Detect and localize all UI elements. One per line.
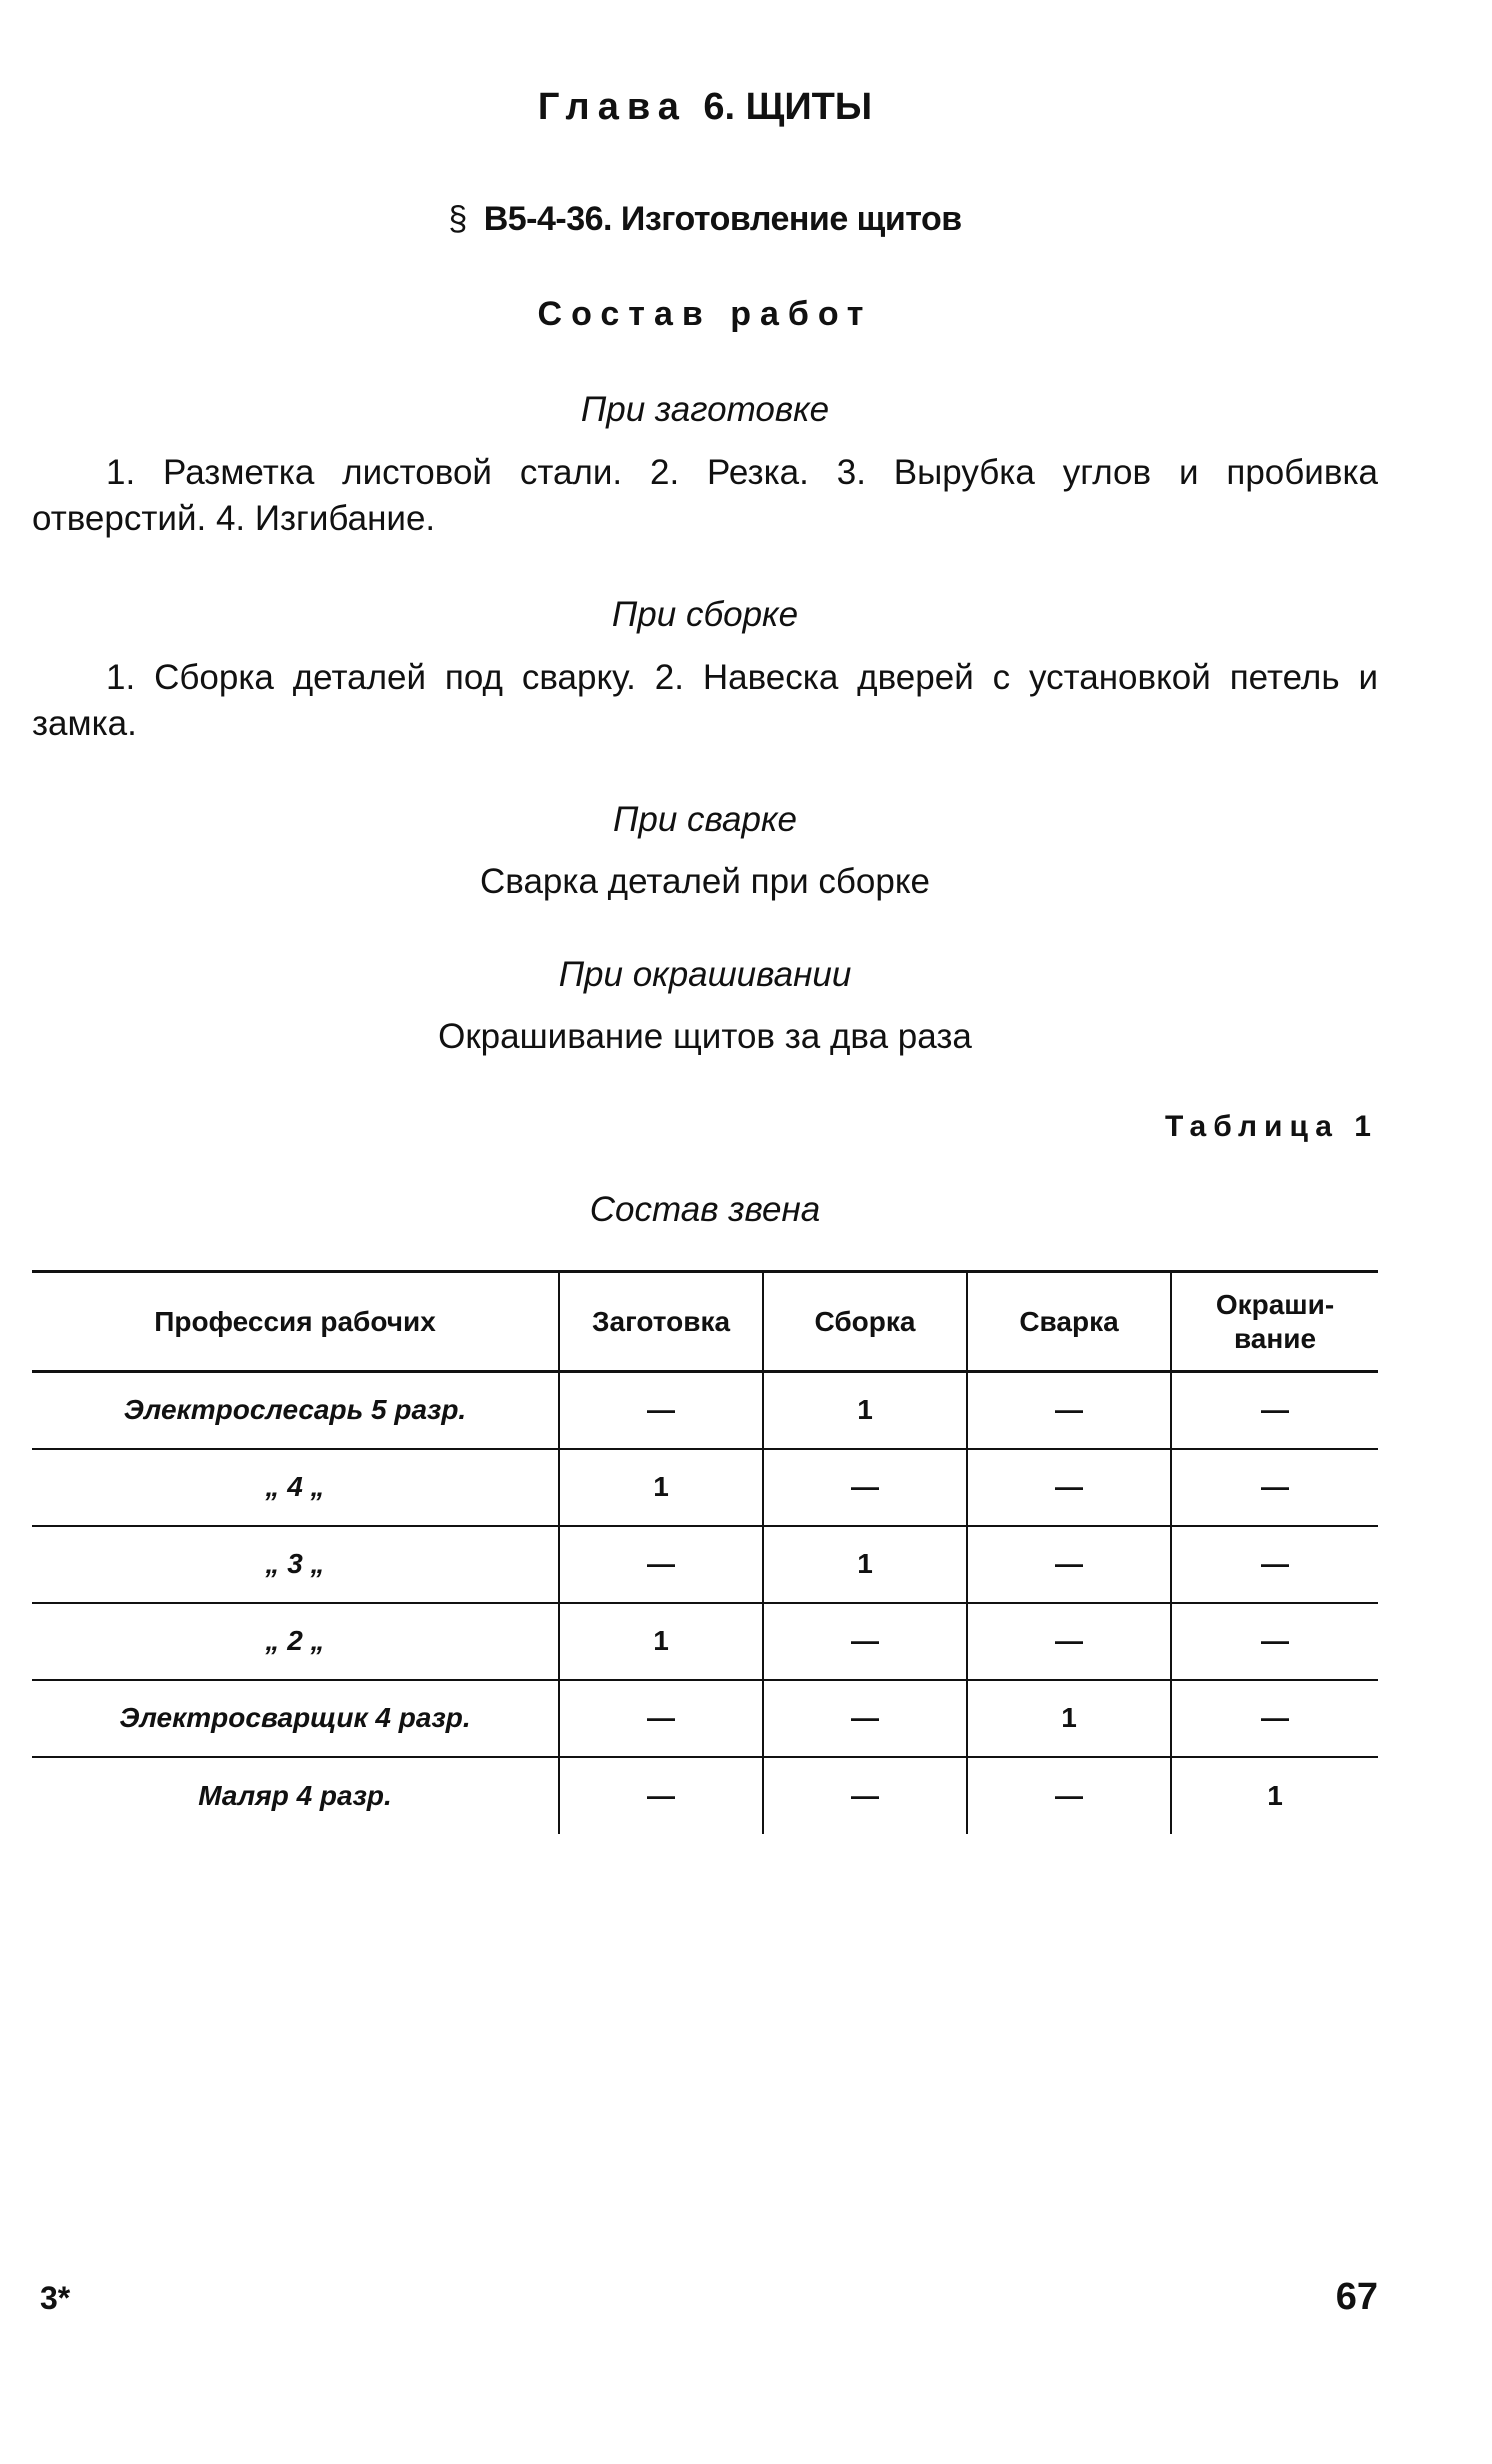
table-header-row [32, 1272, 1378, 1372]
cell-assembly: — [763, 1680, 967, 1757]
cell-profession: Маляр 4 разр. [32, 1757, 559, 1834]
document-page [32, 0, 1378, 2464]
table-row [32, 1680, 1378, 1757]
stage-heading-painting: При окрашивании [558, 955, 852, 994]
table-row [32, 1526, 1378, 1603]
cell-profession: „ 2 „ [32, 1603, 559, 1680]
cell-painting: — [1171, 1449, 1378, 1526]
stage-heading-preparation: При заготовке [580, 390, 830, 429]
cell-welding: — [967, 1603, 1171, 1680]
page-number: 67 [1335, 2276, 1378, 2318]
cell-preparation: 1 [559, 1449, 763, 1526]
stage-heading-assembly: При сборке [611, 595, 799, 634]
section-name: В5-4-36. Изготовление щитов [483, 200, 962, 238]
cell-painting: — [1171, 1680, 1378, 1757]
cell-painting: — [1171, 1372, 1378, 1449]
chapter-prefix: Глава [537, 86, 687, 128]
table-row [32, 1603, 1378, 1680]
cell-preparation: — [559, 1526, 763, 1603]
section-sign: § [448, 200, 467, 238]
cell-preparation: — [559, 1757, 763, 1834]
table-row [32, 1449, 1378, 1526]
table-row [32, 1757, 1378, 1834]
signature-mark: 3* [40, 2280, 71, 2316]
cell-preparation: — [559, 1372, 763, 1449]
crew-table [32, 1270, 1378, 1834]
cell-preparation: 1 [559, 1603, 763, 1680]
stage-heading-welding: При сварке [613, 800, 797, 839]
header-painting-line-2: вание [1233, 1322, 1317, 1354]
cell-painting: — [1171, 1603, 1378, 1680]
cell-painting: 1 [1171, 1757, 1378, 1834]
stage-text-assembly: 1. Сборка деталей под сварку. 2. Навеска дверей с установкой петель и замка. [32, 658, 1378, 743]
header-painting-line-1: Окраши- [1215, 1288, 1335, 1320]
cell-assembly: — [763, 1603, 967, 1680]
cell-painting: — [1171, 1526, 1378, 1603]
table-row [32, 1372, 1378, 1449]
cell-welding: 1 [967, 1680, 1171, 1757]
work-composition-heading: Состав работ [537, 295, 873, 333]
header-preparation: Заготовка [559, 1272, 763, 1372]
chapter-title [32, 86, 1378, 129]
cell-preparation: — [559, 1680, 763, 1757]
cell-profession: „ 4 „ [32, 1449, 559, 1526]
cell-profession: Электрослесарь 5 разр. [32, 1372, 559, 1449]
cell-profession: „ 3 „ [32, 1526, 559, 1603]
stage-text-preparation: 1. Разметка листовой стали. 2. Резка. 3. Вырубка углов и пробивка отверстий. 4. Изгибание. [32, 453, 1378, 538]
cell-welding: — [967, 1757, 1171, 1834]
stage-text-painting: Окрашивание щитов за два раза [438, 1017, 972, 1056]
cell-assembly: 1 [763, 1372, 967, 1449]
cell-assembly: — [763, 1757, 967, 1834]
cell-welding: — [967, 1449, 1171, 1526]
cell-welding: — [967, 1372, 1171, 1449]
header-painting [1171, 1272, 1378, 1372]
chapter-name: 6. ЩИТЫ [703, 86, 873, 128]
header-profession: Профессия рабочих [32, 1272, 559, 1372]
cell-profession: Электросварщик 4 разр. [32, 1680, 559, 1757]
header-assembly: Сборка [763, 1272, 967, 1372]
cell-welding: — [967, 1526, 1171, 1603]
table-label: Таблица 1 [1164, 1110, 1378, 1143]
cell-assembly: — [763, 1449, 967, 1526]
table-caption: Состав звена [589, 1190, 821, 1229]
cell-assembly: 1 [763, 1526, 967, 1603]
section-title [32, 200, 1378, 239]
stage-text-welding: Сварка деталей при сборке [479, 862, 930, 901]
header-welding: Сварка [967, 1272, 1171, 1372]
